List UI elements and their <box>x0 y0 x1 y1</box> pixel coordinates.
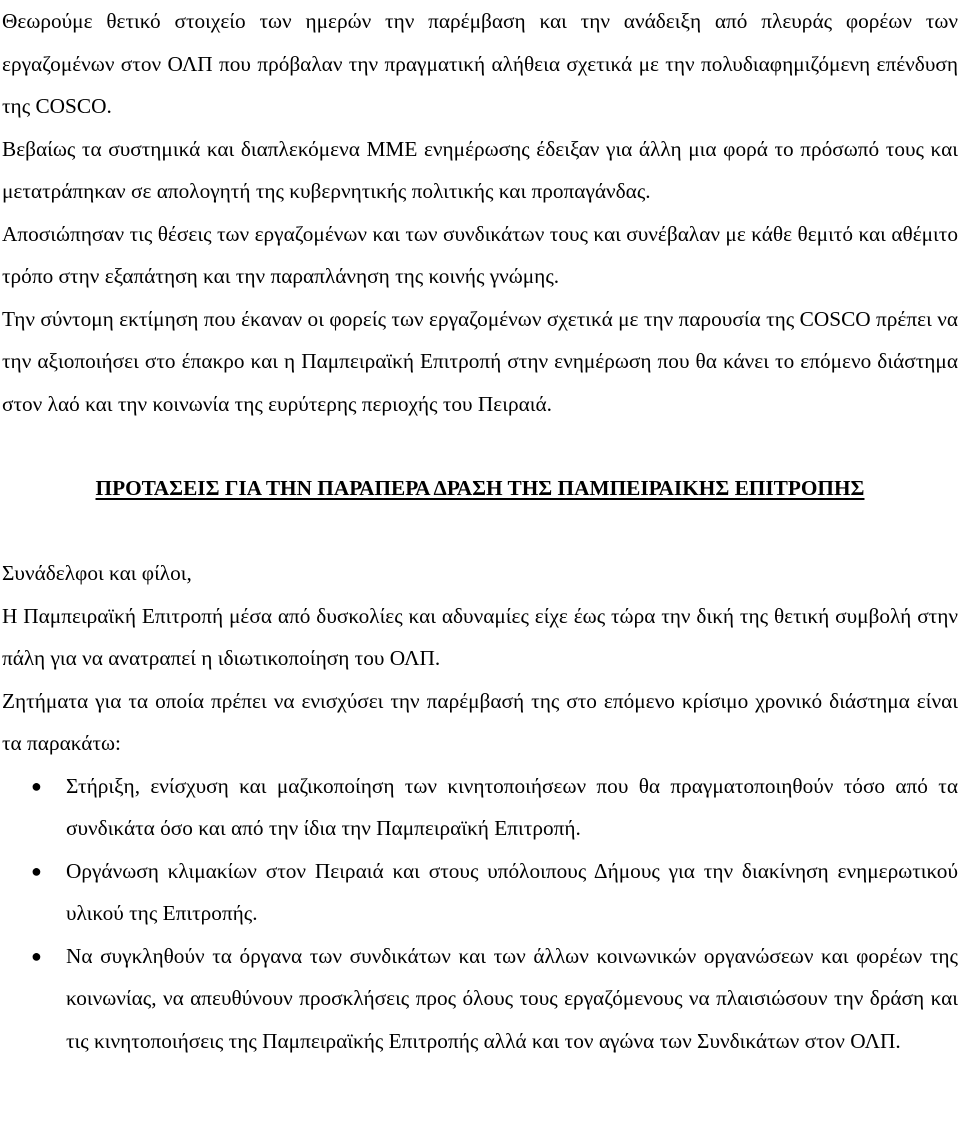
paragraph-committee-contribution: Η Παμπειραϊκή Επιτροπή μέσα από δυσκολίες και αδυναμίες είχε έως τώρα την δική της θετική συμβολή στην πάλη για να ανατραπεί η ιδιωτικοποίηση του ΟΛΠ. <box>2 603 958 670</box>
section-heading-text: ΠΡΟΤΑΣΕΙΣ ΓΙΑ ΤΗΝ ΠΑΡΑΠΕΡΑ ΔΡΑΣΗ ΤΗΣ ΠΑΜΠΕΙΡΑΙΚΗΣ ΕΠΙΤΡΟΠΗΣ <box>95 476 865 500</box>
document-page <box>2 0 958 1062</box>
paragraph-silencing: Αποσιώπησαν τις θέσεις των εργαζομένων και των συνδικάτων τους και συνέβαλαν με κάθε θεμιτό και αθέμιτο τρόπο στην εξαπάτηση και την παραπλάνηση της κοινής γνώμης. <box>2 221 958 288</box>
list-item-text: Στήριξη, ενίσχυση και μαζικοποίηση των κινητοποιήσεων που θα πραγματοποιηθούν τόσο από τα συνδικάτα όσο και από την ίδια την Παμπειραϊκή Επιτροπή. <box>66 773 958 840</box>
paragraph-assessment: Την σύντομη εκτίμηση που έκαναν οι φορείς των εργαζομένων σχετικά με την παρουσία της COSCO πρέπει να την αξιοποιήσει στο έπακρο και η Παμπειραϊκή Επιτροπή στην ενημέρωση που θα κάνει το επόμενο διάστημα στον λαό και την κοινωνία της ευρύτερης περιοχής του Πειραιά. <box>2 306 958 416</box>
list-item <box>2 765 958 850</box>
list-item <box>2 935 958 1063</box>
list-item <box>2 850 958 935</box>
paragraph-intro: Θεωρούμε θετικό στοιχείο των ημερών την παρέμβαση και την ανάδειξη από πλευράς φορέων των εργαζομένων στον ΟΛΠ που πρόβαλαν την πραγματική αλήθεια σχετικά με την πολυδιαφημιζόμενη επένδυση της COSCO. <box>2 9 958 118</box>
greeting: Συνάδελφοι και φίλοι, <box>2 561 192 585</box>
bullet-icon: ● <box>31 860 42 881</box>
proposal-list <box>2 765 958 1063</box>
paragraph-media-criticism: Βεβαίως τα συστημικά και διαπλεκόμενα ΜΜΕ ενημέρωσης έδειξαν για άλλη μια φορά το πρόσωπό τους και μετατράπηκαν σε απολογητή της κυβερνητικής πολιτικής και προπαγάνδας. <box>2 136 958 203</box>
bullet-icon: ● <box>31 945 42 966</box>
bullet-icon: ● <box>31 775 42 796</box>
section-heading <box>2 467 958 510</box>
list-item-text: Να συγκληθούν τα όργανα των συνδικάτων και των άλλων κοινωνικών οργανώσεων και φορέων της κοινωνίας, να απευθύνουν προσκλήσεις προς όλους τους εργαζόμενους να πλαισιώσουν την δράση και τις κινητοποιήσεις της Παμπειραϊκής Επιτροπής αλλά και τον αγώνα των Συνδικάτων στον ΟΛΠ. <box>66 943 958 1053</box>
list-item-text: Οργάνωση κλιμακίων στον Πειραιά και στους υπόλοιπους Δήμους για την διακίνηση ενημερωτικού υλικού της Επιτροπής. <box>66 858 958 925</box>
paragraph-issues-intro: Ζητήματα για τα οποία πρέπει να ενισχύσει την παρέμβασή της στο επόμενο κρίσιμο χρονικό διάστημα είναι τα παρακάτω: <box>2 688 958 755</box>
